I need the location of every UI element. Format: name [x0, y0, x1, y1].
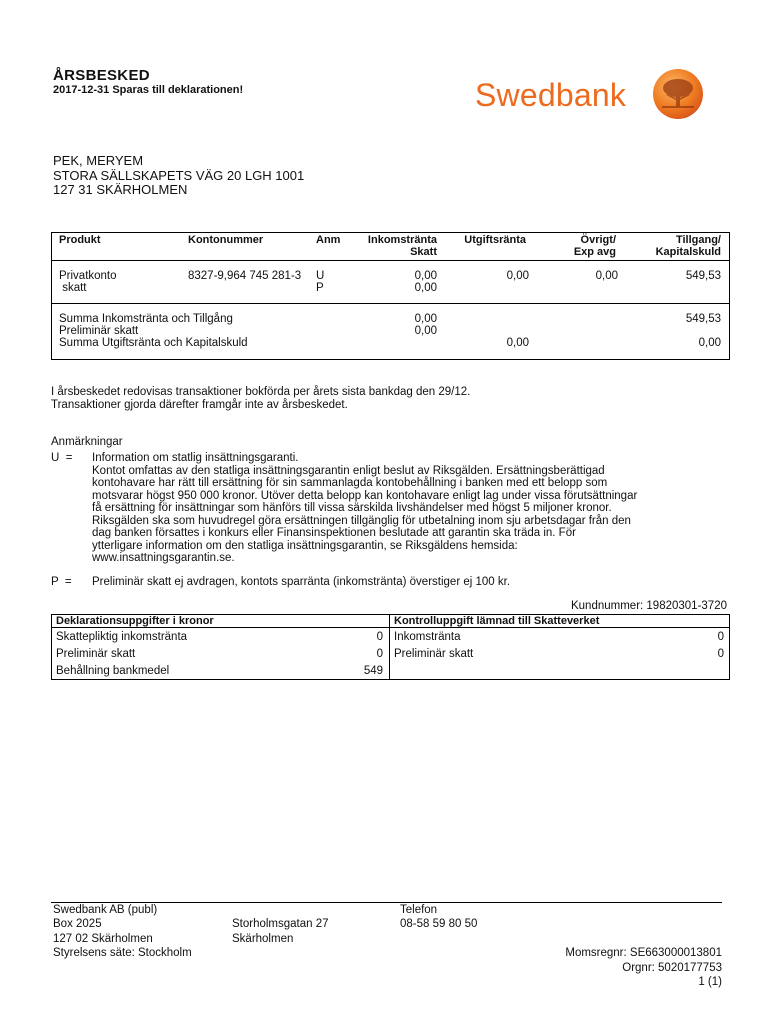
cell-tillgang: 549,53 — [685, 270, 721, 282]
header-ovrigt: Övrigt/ — [580, 234, 616, 246]
tax-right-header: Kontrolluppgift lämnad till Skatteverket — [394, 615, 600, 627]
divider — [52, 627, 729, 628]
tax-left-value: 0 — [376, 631, 383, 643]
tax-left-label: Preliminär skatt — [56, 648, 136, 660]
remark-line: ytterligare information om den statliga insättningsgarantin, se Riksgäldens hemsida: — [92, 539, 518, 552]
summary-inkomst: 0,00 — [414, 325, 437, 337]
remark-line: dag banken försattes i konkurs eller Finansinspektionen beslutade att garantin ska träda in. För — [92, 527, 576, 539]
header-utgiftsranta: Utgiftsränta — [464, 234, 526, 246]
logo-wordmark: Swedbank — [475, 77, 627, 113]
header-kapitalskuld: Kapitalskuld — [655, 246, 721, 258]
cell-ovrigt: 0,00 — [595, 270, 618, 282]
tax-right-label: Preliminär skatt — [394, 648, 474, 660]
tax-left-value: 0 — [376, 648, 383, 660]
header-inkomstranta: Inkomstränta — [367, 234, 437, 246]
summary-label: Summa Utgiftsränta och Kapitalskuld — [59, 337, 248, 349]
remark-line: motsvarar högst 950 000 kronor. Utöver detta belopp kan kontohavare enligt lag under vissa förutsättningar — [92, 489, 638, 502]
tax-left-value: 549 — [363, 665, 383, 677]
header-kontonummer: Kontonummer — [188, 234, 264, 246]
header-anm: Anm — [316, 234, 341, 246]
cell-anm: U — [316, 270, 325, 282]
tax-right-value: 0 — [717, 631, 724, 643]
tax-left-header: Deklarationsuppgifter i kronor — [56, 615, 214, 627]
info-line: Transaktioner gjorda därefter framgår inte av årsbeskedet. — [51, 399, 348, 411]
remark-line: Kontot omfattas av den statliga insättningsgarantin enligt beslut av Riksgälden. Ersättningsberättigad — [92, 464, 605, 477]
cell-produkt: skatt — [59, 282, 87, 294]
recipient-name: PEK, MERYEM — [53, 153, 144, 168]
recipient-city: 127 31 SKÄRHOLMEN — [53, 182, 188, 197]
tax-table — [51, 614, 730, 680]
swedbank-logo — [475, 68, 725, 122]
cell-inkomst: 0,00 — [414, 270, 437, 282]
tax-left-label: Behållning bankmedel — [56, 665, 170, 677]
footer-box: Box 2025 — [53, 918, 102, 930]
footer-seat: Styrelsens säte: Stockholm — [53, 947, 192, 959]
divider — [389, 615, 390, 679]
remark-line: www.insattningsgarantin.se. — [92, 552, 235, 564]
tax-right-label: Inkomstränta — [394, 631, 461, 643]
cell-utgift: 0,00 — [506, 270, 529, 282]
footer-phone-label: Telefon — [400, 904, 438, 916]
cell-kontonummer: 8327-9,964 745 281-3 — [188, 270, 302, 282]
tax-right-value: 0 — [717, 648, 724, 660]
header-skatt: Skatt — [410, 246, 437, 258]
divider — [52, 303, 729, 304]
remark-line: Information om statlig insättningsgaranti. — [92, 452, 299, 464]
recipient-street: STORA SÄLLSKAPETS VÄG 20 LGH 1001 — [53, 168, 305, 183]
summary-tillgang: 0,00 — [698, 337, 721, 349]
remark-line: kontohavare har rätt till ersättning för sin sammanlagda kontobehållning i banken med ett belopp som — [92, 477, 608, 489]
summary-label: Summa Inkomstränta och Tillgång — [59, 313, 233, 325]
page-number: 1 (1) — [698, 976, 722, 988]
footer-city: Skärholmen — [232, 933, 294, 945]
document-subtitle: 2017-12-31 Sparas till deklarationen! — [53, 84, 244, 96]
divider — [52, 260, 729, 261]
remark-line: Preliminär skatt ej avdragen, kontots sparränta (inkomstränta) överstiger ej 100 kr. — [92, 576, 511, 588]
header-exp-avg: Exp avg — [573, 246, 616, 258]
oak-tree-icon — [652, 68, 704, 120]
footer-company: Swedbank AB (publ) — [53, 904, 158, 916]
remarks-heading: Anmärkningar — [51, 436, 123, 448]
remark-u-text — [92, 452, 732, 565]
cell-anm: P — [316, 282, 324, 294]
remark-key-p: P = — [51, 576, 72, 588]
footer-postal: 127 02 Skärholmen — [53, 933, 153, 945]
remark-line: Riksgälden ska som huvudregel göra ersättningen tillgänglig för utbetalning inom sju arbetsdagar från den — [92, 514, 631, 527]
info-line: I årsbeskedet redovisas transaktioner bokförda per årets sista bankdag den 29/12. — [51, 386, 471, 398]
accounts-table — [51, 232, 730, 360]
remark-key-u: U = — [51, 452, 73, 464]
cell-produkt: Privatkonto — [59, 270, 117, 282]
footer-org: Orgnr: 5020177753 — [622, 962, 722, 974]
remark-line: få ersättning för insättningar som hänförs till vissa särskilda livshändelser med högst 5 miljoner kronor. — [92, 502, 612, 514]
summary-tillgang: 549,53 — [685, 313, 721, 325]
cell-inkomst: 0,00 — [414, 282, 437, 294]
tax-left-label: Skattepliktig inkomstränta — [56, 631, 188, 643]
footer-vat: Momsregnr: SE663000013801 — [565, 947, 722, 959]
header-tillgang: Tillgang/ — [675, 234, 721, 246]
summary-utgift: 0,00 — [506, 337, 529, 349]
header-produkt: Produkt — [59, 234, 101, 246]
remark-p-text — [92, 576, 732, 589]
footer-street: Storholmsgatan 27 — [232, 918, 329, 930]
footer-phone: 08-58 59 80 50 — [400, 918, 478, 930]
summary-label: Preliminär skatt — [59, 325, 139, 337]
customer-number: Kundnummer: 19820301-3720 — [570, 600, 727, 612]
document-title: ÅRSBESKED — [53, 67, 150, 84]
summary-inkomst: 0,00 — [414, 313, 437, 325]
